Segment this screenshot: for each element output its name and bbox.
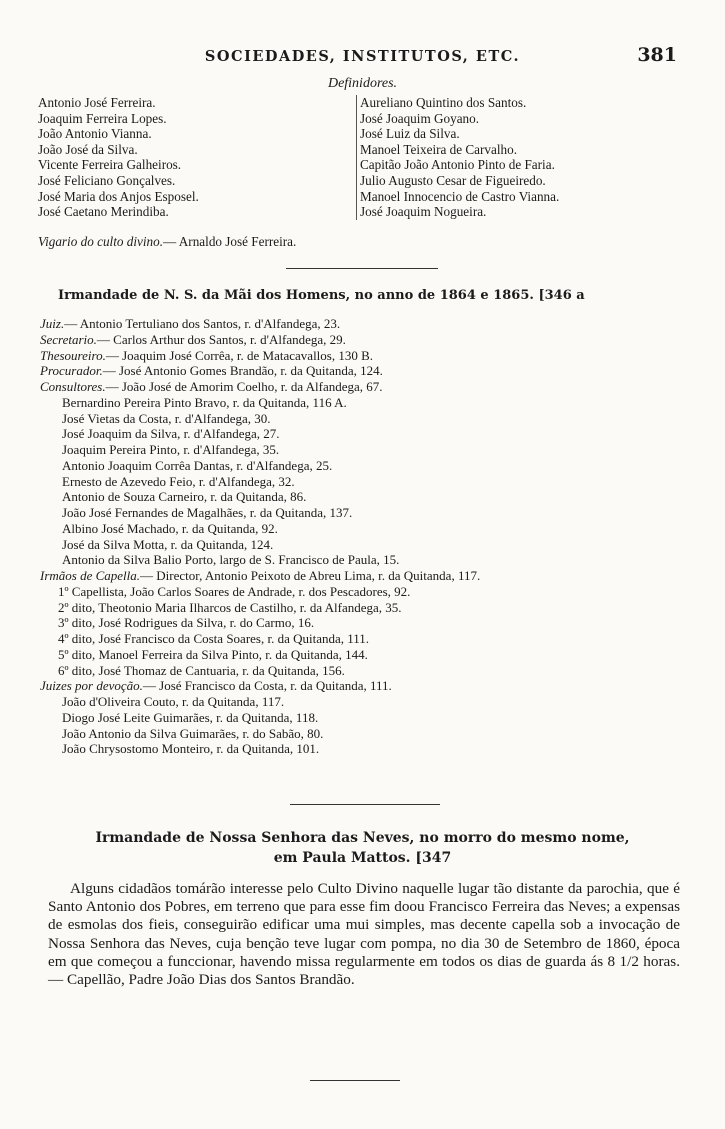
irmandade-nossa-senhora-das-neves-title [0, 828, 725, 868]
definidor-name: José Joaquim Goyano. [360, 110, 480, 126]
definidor-name: José Joaquim Nogueira. [360, 204, 487, 220]
member-text: — Director, Antonio Peixoto de Abreu Lima, r. da Quitanda, 117. [140, 568, 481, 583]
definidor-name: João José da Silva. [38, 141, 138, 157]
definidores-right-column [356, 95, 690, 220]
member-role: Irmãos de Capella. [40, 568, 141, 583]
section-divider [286, 268, 438, 269]
member-role: Consultores. [40, 379, 106, 394]
definidor-name: Capitão João Antonio Pinto de Faria. [360, 157, 555, 173]
definidor-name: Manoel Innocencio de Castro Vianna. [360, 188, 560, 204]
member-text: 1º Capellista, João Carlos Soares de Andrade, r. dos Pescadores, 92. [58, 583, 411, 599]
member-text: 4º dito, José Francisco da Costa Soares, r. da Quitanda, 111. [58, 631, 370, 646]
member-text: 6º dito, José Thomaz de Cantuaria, r. da Quitanda, 156. [58, 662, 345, 678]
member-entry [40, 426, 690, 442]
member-entry [40, 600, 690, 616]
definidor-name: Antonio José Ferreira. [38, 95, 156, 110]
member-text: Joaquim Pereira Pinto, r. d'Alfandega, 35. [62, 442, 280, 457]
member-role: Procurador. [40, 363, 103, 379]
member-entry [40, 379, 690, 395]
member-text: 2º dito, Theotonio Maria Ilharcos de Castilho, r. da Alfandega, 35. [58, 599, 402, 615]
page-number: 381 [637, 44, 677, 66]
member-role: Thesoureiro. [40, 347, 106, 363]
member-entry [40, 411, 690, 427]
member-text: Antonio da Silva Balio Porto, largo de S. Francisco de Paula, 15. [62, 552, 400, 568]
definidores-left-column [38, 95, 348, 220]
member-text: Ernesto de Azevedo Feio, r. d'Alfandega, 32. [62, 473, 295, 489]
member-entry [40, 537, 690, 553]
member-text: 3º dito, José Rodrigues da Silva, r. do Carmo, 16. [58, 615, 315, 631]
definidor-name: Joaquim Ferreira Lopes. [38, 110, 167, 126]
member-entry [40, 726, 690, 742]
definidor-name: José Feliciano Gonçalves. [38, 172, 176, 188]
member-text: — Antonio Tertuliano dos Santos, r. d'Alfandega, 23. [64, 316, 341, 331]
member-entry [40, 458, 690, 474]
member-entry [40, 442, 690, 458]
definidor-name: José Caetano Merindiba. [38, 204, 169, 220]
member-entry [40, 521, 690, 537]
member-entry [40, 615, 690, 631]
neves-paragraph [48, 880, 680, 989]
definidor-name: Manoel Teixeira de Carvalho. [360, 141, 518, 157]
member-entry [40, 489, 690, 505]
member-role: Secretario. [40, 331, 97, 347]
definidor-name: José Luiz da Silva. [360, 126, 460, 142]
section-divider [290, 804, 440, 805]
member-entry [40, 631, 690, 647]
member-entry [40, 568, 690, 584]
irmandade-mai-dos-homens-list [40, 316, 690, 757]
member-entry [40, 505, 690, 521]
definidor-name: Aureliano Quintino dos Santos. [360, 95, 527, 110]
member-text: José da Silva Motta, r. da Quitanda, 124. [62, 536, 274, 552]
member-entry [40, 647, 690, 663]
paragraph-text: Alguns cidadãos tomárão interesse pelo Culto Divino naquelle lugar tão distante da parochia, que é Santo Antonio dos Pobres, em terreno que para esse fim doou Francisco Ferreira das Neves; a expensas de esmolas dos fieis, conseguirão edificar uma mui simples, mas decente capella sob a invocação de Nossa Senhora das Neves, cuja benção teve lugar com pompa, no dia 30 de Setembro de 1860, época em que começou a funccionar, havendo missa regularmente em todos os dias de guarda ás 8 1/2 horas. — Capellão, Padre João Dias dos Santos Brandão. [48, 880, 680, 989]
member-text: — João José de Amorim Coelho, r. da Alfandega, 67. [105, 379, 383, 394]
member-entry [40, 584, 690, 600]
member-entry [40, 694, 690, 710]
member-role: Juiz. [40, 316, 65, 331]
member-text: — José Antonio Gomes Brandão, r. da Quitanda, 124. [102, 363, 383, 379]
member-entry [40, 332, 690, 348]
member-entry [40, 710, 690, 726]
member-text: Albino José Machado, r. da Quitanda, 92. [62, 520, 278, 536]
running-header [0, 44, 725, 70]
member-text: José Joaquim da Silva, r. d'Alfandega, 27. [62, 426, 280, 442]
vigario-line [38, 234, 296, 250]
member-text: João Antonio da Silva Guimarães, r. do Sabão, 80. [62, 725, 324, 741]
definidor-name: Julio Augusto Cesar de Figueiredo. [360, 172, 546, 188]
member-text: João Chrysostomo Monteiro, r. da Quitanda, 101. [62, 741, 320, 757]
member-text: João d'Oliveira Couto, r. da Quitanda, 117. [62, 694, 285, 709]
irmandade-mai-dos-homens-title: Irmandade de N. S. da Mãi dos Homens, no anno de 1864 e 1865. [346 a [58, 288, 585, 303]
member-entry [40, 474, 690, 490]
member-role: Juizes por devoção. [40, 678, 143, 694]
member-entry [40, 316, 690, 332]
member-text: Antonio Joaquim Corrêa Dantas, r. d'Alfandega, 25. [62, 457, 333, 473]
member-text: — Joaquim José Corrêa, r. de Matacavallos, 130 B. [105, 347, 374, 363]
member-text: Bernardino Pereira Pinto Bravo, r. da Quitanda, 116 A. [62, 394, 347, 410]
definidores-heading: Definidores. [327, 76, 398, 91]
member-entry [40, 363, 690, 379]
title-line-2: em Paula Mattos. [347 [273, 850, 452, 866]
member-entry [40, 395, 690, 411]
member-entry [40, 348, 690, 364]
definidor-name: Vicente Ferreira Galheiros. [38, 157, 182, 173]
definidor-name: João Antonio Vianna. [38, 126, 152, 142]
title-line-1: Irmandade de Nossa Senhora das Neves, no morro do mesmo nome, [95, 830, 630, 846]
member-entry [40, 741, 690, 757]
member-text: — Carlos Arthur dos Santos, r. d'Alfandega, 29. [96, 331, 346, 347]
member-text: 5º dito, Manoel Ferreira da Silva Pinto, r. da Quitanda, 144. [58, 646, 368, 662]
member-entry [40, 678, 690, 694]
member-text: Antonio de Souza Carneiro, r. da Quitanda, 86. [62, 489, 307, 505]
vigario-role: Vigario do culto divino. [38, 234, 164, 249]
vigario-name: — Arnaldo José Ferreira. [163, 234, 297, 249]
definidor-name: José Maria dos Anjos Esposel. [38, 188, 199, 204]
header-title: SOCIEDADES, INSTITUTOS, ETC. [204, 48, 521, 65]
section-divider [310, 1080, 400, 1081]
member-entry [40, 552, 690, 568]
member-text: João José Fernandes de Magalhães, r. da Quitanda, 137. [62, 505, 353, 520]
member-text: — José Francisco da Costa, r. da Quitanda, 111. [142, 678, 392, 694]
member-text: Diogo José Leite Guimarães, r. da Quitanda, 118. [62, 709, 319, 725]
member-entry [40, 663, 690, 679]
member-text: José Vietas da Costa, r. d'Alfandega, 30. [62, 410, 271, 426]
